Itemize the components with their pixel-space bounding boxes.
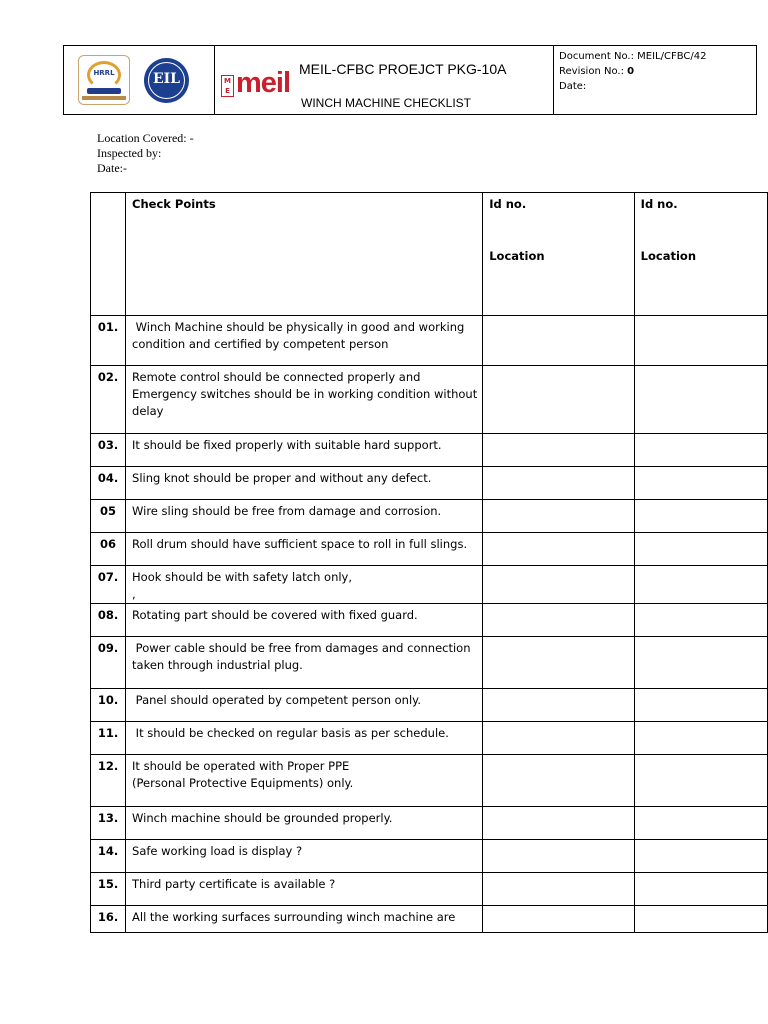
id-location-entry-2[interactable] [634,807,767,840]
row-number: 02. [91,366,126,434]
id-location-entry-1[interactable] [483,566,634,604]
table-row [91,807,768,840]
project-title: MEIL-CFBC PROEJCT PKG-10A [299,61,507,77]
table-row [91,366,768,434]
id-location-entry-1[interactable] [483,467,634,500]
check-point-text [126,840,483,873]
id-location-entry-2[interactable] [634,533,767,566]
check-point-text [126,906,483,933]
id-location-header-1: Id no. Location [483,193,634,316]
id-location-entry-1[interactable] [483,689,634,722]
inspection-info [97,131,194,176]
id-location-entry-2[interactable] [634,604,767,637]
row-number: 10. [91,689,126,722]
row-number: 09. [91,637,126,689]
id-location-entry-2[interactable] [634,689,767,722]
row-number: 15. [91,873,126,906]
check-point-text [126,434,483,467]
check-point-line: Panel should operated by competent person only. [132,693,421,707]
check-point-line: condition and certified by competent person [132,337,389,351]
id-location-entry-1[interactable] [483,807,634,840]
row-number: 11. [91,722,126,755]
id-location-entry-2[interactable] [634,906,767,933]
row-number: 03. [91,434,126,467]
row-number: 04. [91,467,126,500]
table-row [91,755,768,807]
check-point-text [126,316,483,366]
id-location-entry-2[interactable] [634,873,767,906]
id-location-entry-1[interactable] [483,906,634,933]
row-number: 16. [91,906,126,933]
check-point-text [126,500,483,533]
check-point-line: Wire sling should be free from damage and corrosion. [132,504,442,518]
check-point-line: taken through industrial plug. [132,658,303,672]
id-location-entry-1[interactable] [483,316,634,366]
check-point-text [126,755,483,807]
id-location-entry-1[interactable] [483,366,634,434]
hrrl-logo: HRRL [78,55,130,105]
id-location-entry-1[interactable] [483,722,634,755]
check-point-line: All the working surfaces surrounding winch machine are [132,910,456,924]
check-point-line: (Personal Protective Equipments) only. [132,776,354,790]
check-point-text [126,722,483,755]
row-number: 06 [91,533,126,566]
id-location-entry-2[interactable] [634,467,767,500]
id-location-entry-1[interactable] [483,840,634,873]
check-point-text [126,366,483,434]
id-location-entry-2[interactable] [634,637,767,689]
check-points-header: Check Points [126,193,483,316]
id-location-entry-1[interactable] [483,500,634,533]
row-number: 01. [91,316,126,366]
check-point-line: It should be fixed properly with suitable hard support. [132,438,442,452]
table-row [91,467,768,500]
check-point-line: Rotating part should be covered with fixed guard. [132,608,418,622]
check-point-line: , [132,587,136,601]
check-point-text [126,873,483,906]
row-number: 14. [91,840,126,873]
document-header [63,45,757,115]
check-point-text [126,604,483,637]
check-point-line: Winch Machine should be physically in good and working [132,320,465,334]
table-row [91,637,768,689]
row-number: 08. [91,604,126,637]
check-point-line: Safe working load is display ? [132,844,303,858]
row-number: 12. [91,755,126,807]
table-row [91,722,768,755]
check-point-line: delay [132,404,164,418]
table-row [91,533,768,566]
serial-header-cell [91,193,126,316]
table-row [91,604,768,637]
row-number: 13. [91,807,126,840]
checklist-table [90,192,768,933]
row-number: 07. [91,566,126,604]
id-location-entry-2[interactable] [634,566,767,604]
title-cell [215,46,554,114]
check-point-line: Roll drum should have sufficient space to roll in full slings. [132,537,468,551]
id-location-entry-2[interactable] [634,434,767,467]
check-point-text [126,637,483,689]
check-point-text [126,807,483,840]
table-row [91,906,768,933]
revision-number: Revision No.: 0 [559,66,635,77]
table-row [91,873,768,906]
table-row [91,566,768,604]
document-date: Date: [559,81,587,92]
date-label: Date:- [97,161,127,175]
id-location-entry-1[interactable] [483,434,634,467]
check-point-line: Sling knot should be proper and without any defect. [132,471,432,485]
check-point-text [126,566,483,604]
id-location-entry-1[interactable] [483,755,634,807]
id-location-entry-1[interactable] [483,637,634,689]
check-point-line: Third party certificate is available ? [132,877,336,891]
check-point-line: Winch machine should be grounded properly. [132,811,393,825]
id-location-entry-2[interactable] [634,316,767,366]
document-info-cell [554,46,756,114]
meil-logo: M E meil [221,66,285,101]
check-point-line: Hook should be with safety latch only, [132,570,353,584]
table-row [91,500,768,533]
check-point-text [126,533,483,566]
check-point-text [126,467,483,500]
table-row [91,434,768,467]
id-location-entry-2[interactable] [634,722,767,755]
check-point-line: Emergency switches should be in working condition without [132,387,478,401]
id-location-entry-2[interactable] [634,500,767,533]
id-location-entry-1[interactable] [483,533,634,566]
check-point-line: Power cable should be free from damages and connection [132,641,471,655]
inspected-by-label: Inspected by: [97,146,162,160]
id-location-entry-2[interactable] [634,366,767,434]
check-point-line: It should be checked on regular basis as per schedule. [132,726,449,740]
id-location-header-2: Id no. Location [634,193,767,316]
logos-cell [64,46,215,114]
checklist-title: WINCH MACHINE CHECKLIST [301,96,472,110]
id-location-entry-2[interactable] [634,755,767,807]
document-number: Document No.: MEIL/CFBC/42 [559,51,707,62]
id-location-entry-1[interactable] [483,604,634,637]
check-point-text [126,689,483,722]
table-header-row [91,193,768,316]
table-row [91,689,768,722]
location-covered-label: Location Covered: - [97,131,194,145]
check-point-line: Remote control should be connected properly and [132,370,421,384]
eil-logo: EIL [144,58,189,103]
table-row [91,840,768,873]
id-location-entry-1[interactable] [483,873,634,906]
id-location-entry-2[interactable] [634,840,767,873]
check-point-line: It should be operated with Proper PPE [132,759,350,773]
table-row [91,316,768,366]
row-number: 05 [91,500,126,533]
